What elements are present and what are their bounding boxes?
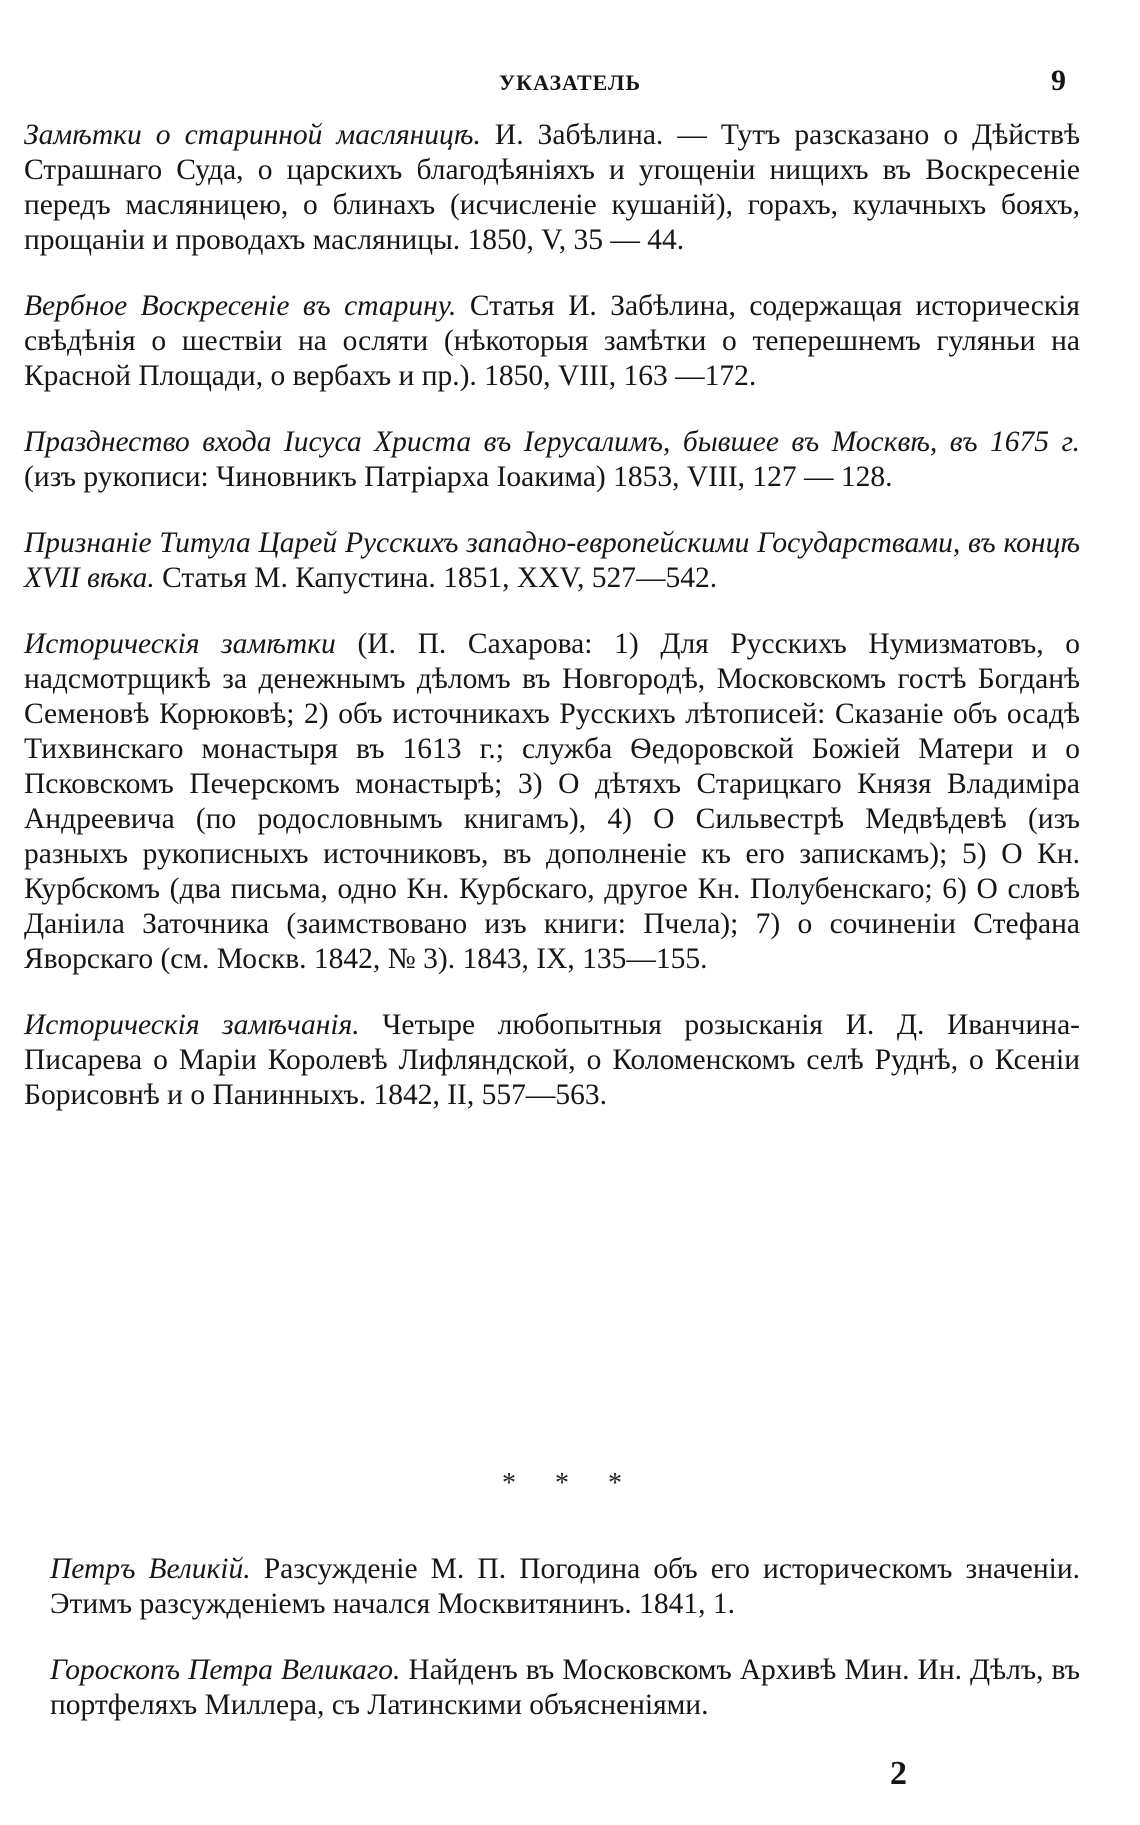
- index-entry: [24, 1008, 1080, 1113]
- entry-heading: Гороскопъ Петра Великаго.: [50, 1654, 401, 1686]
- entry-heading: Историческія замѣчанія.: [24, 1009, 360, 1041]
- entry-heading: Признаніе Титула Царей Русскихъ западно-европейскими Государствами, въ концѣ XVII вѣка.: [24, 527, 1080, 594]
- index-entry: [50, 1552, 1080, 1622]
- entry-text: Статья И. Забѣлина, содержащая историческія свѣдѣнія о шествіи на осляти (нѣкоторыя замѣтки о теперешнемъ гуляньи на Красной Площади, о вербахъ и пр.). 1850, VIII, 163 —172.: [24, 290, 1081, 392]
- signature-mark: 2: [890, 1755, 907, 1792]
- index-entry: [24, 118, 1080, 258]
- entry-heading: Историческія замѣтки: [24, 628, 336, 660]
- running-title: УКАЗАТЕЛЬ: [499, 70, 641, 95]
- index-entry: [50, 1653, 1080, 1723]
- index-entries-after-separator: [50, 1552, 1080, 1754]
- running-head: [0, 64, 1140, 100]
- index-entries: [24, 118, 1080, 1144]
- index-entry: [24, 425, 1080, 495]
- index-entry: [24, 627, 1080, 977]
- index-entry: [24, 289, 1080, 394]
- entry-heading: Празднество входа Іисуса Христа въ Іерусалимъ, бывшее въ Москвѣ, въ 1675 г.: [24, 426, 1080, 458]
- section-separator: * * *: [502, 1468, 638, 1499]
- entry-text: Найденъ въ Московскомъ Архивѣ Мин. Ин. Дѣлъ, въ портфеляхъ Миллера, съ Латинскими объясненіями.: [50, 1654, 1080, 1721]
- entry-heading: Петръ Великій.: [50, 1553, 251, 1585]
- entry-text: И. Забѣлина. — Тутъ разсказано о Дѣйствѣ Страшнаго Суда, о царскихъ благодѣяніяхъ и угощеніи нищихъ въ Воскресеніе передъ масляницею, о блинахъ (исчисленіе кушаній), горахъ, кулачныхъ бояхъ, прощаніи и проводахъ масляницы. 1850, V, 35 — 44.: [24, 119, 1080, 256]
- entry-text: Разсужденіе М. П. Погодина объ его историческомъ значеніи. Этимъ разсужденіемъ началcя Москвитянинъ. 1841, 1.: [50, 1553, 1080, 1620]
- index-entry: [24, 526, 1080, 596]
- entry-text: Статья М. Капустина. 1851, XXV, 527—542.: [154, 562, 718, 594]
- entry-text: (И. П. Сахарова: 1) Для Русскихъ Нумизматовъ, о надсмотрщикѣ за денежнымъ дѣломъ въ Новгородѣ, Московскомъ гостѣ Богданѣ Семеновѣ Корюковѣ; 2) объ источникахъ Русскихъ лѣтописей: Сказаніе объ осадѣ Тихвинскаго монастыря въ 1613 г.; служба Ѳедоровской Божіей Матери и о Псковскомъ Печерскомъ монастырѣ; 3) О дѣтяхъ Старицкаго Князя Владиміра Андреевича (по родословнымъ книгамъ), 4) О Сильвестрѣ Медвѣдевѣ (изъ разныхъ рукописныхъ источниковъ, въ дополненіе къ его запискамъ); 5) О Кн. Курбскомъ (два письма, одно Кн. Курбскаго, другое Кн. Полубенскаго; 6) О словѣ Даніила Заточника (заимствовано изъ книги: Пчела); 7) о сочиненіи Стефана Яворскаго (см. Москв. 1842, № 3). 1843, IX, 135—155.: [24, 628, 1080, 975]
- page-number: 9: [1051, 64, 1066, 97]
- entry-text: (изъ рукописи: Чиновникъ Патріарха Іоакима) 1853, VIII, 127 — 128.: [24, 461, 893, 493]
- entry-heading: Замѣтки о старинной масляницѣ.: [24, 119, 481, 151]
- entry-text: Четыре любопытныя розысканія И. Д. Иванчина-Писарева о Маріи Королевѣ Лифляндской, о Коломенскомъ селѣ Руднѣ, о Ксеніи Борисовнѣ и о Панинныхъ. 1842, II, 557—563.: [24, 1009, 1080, 1111]
- entry-heading: Вербное Воскресеніе въ старину.: [24, 290, 457, 322]
